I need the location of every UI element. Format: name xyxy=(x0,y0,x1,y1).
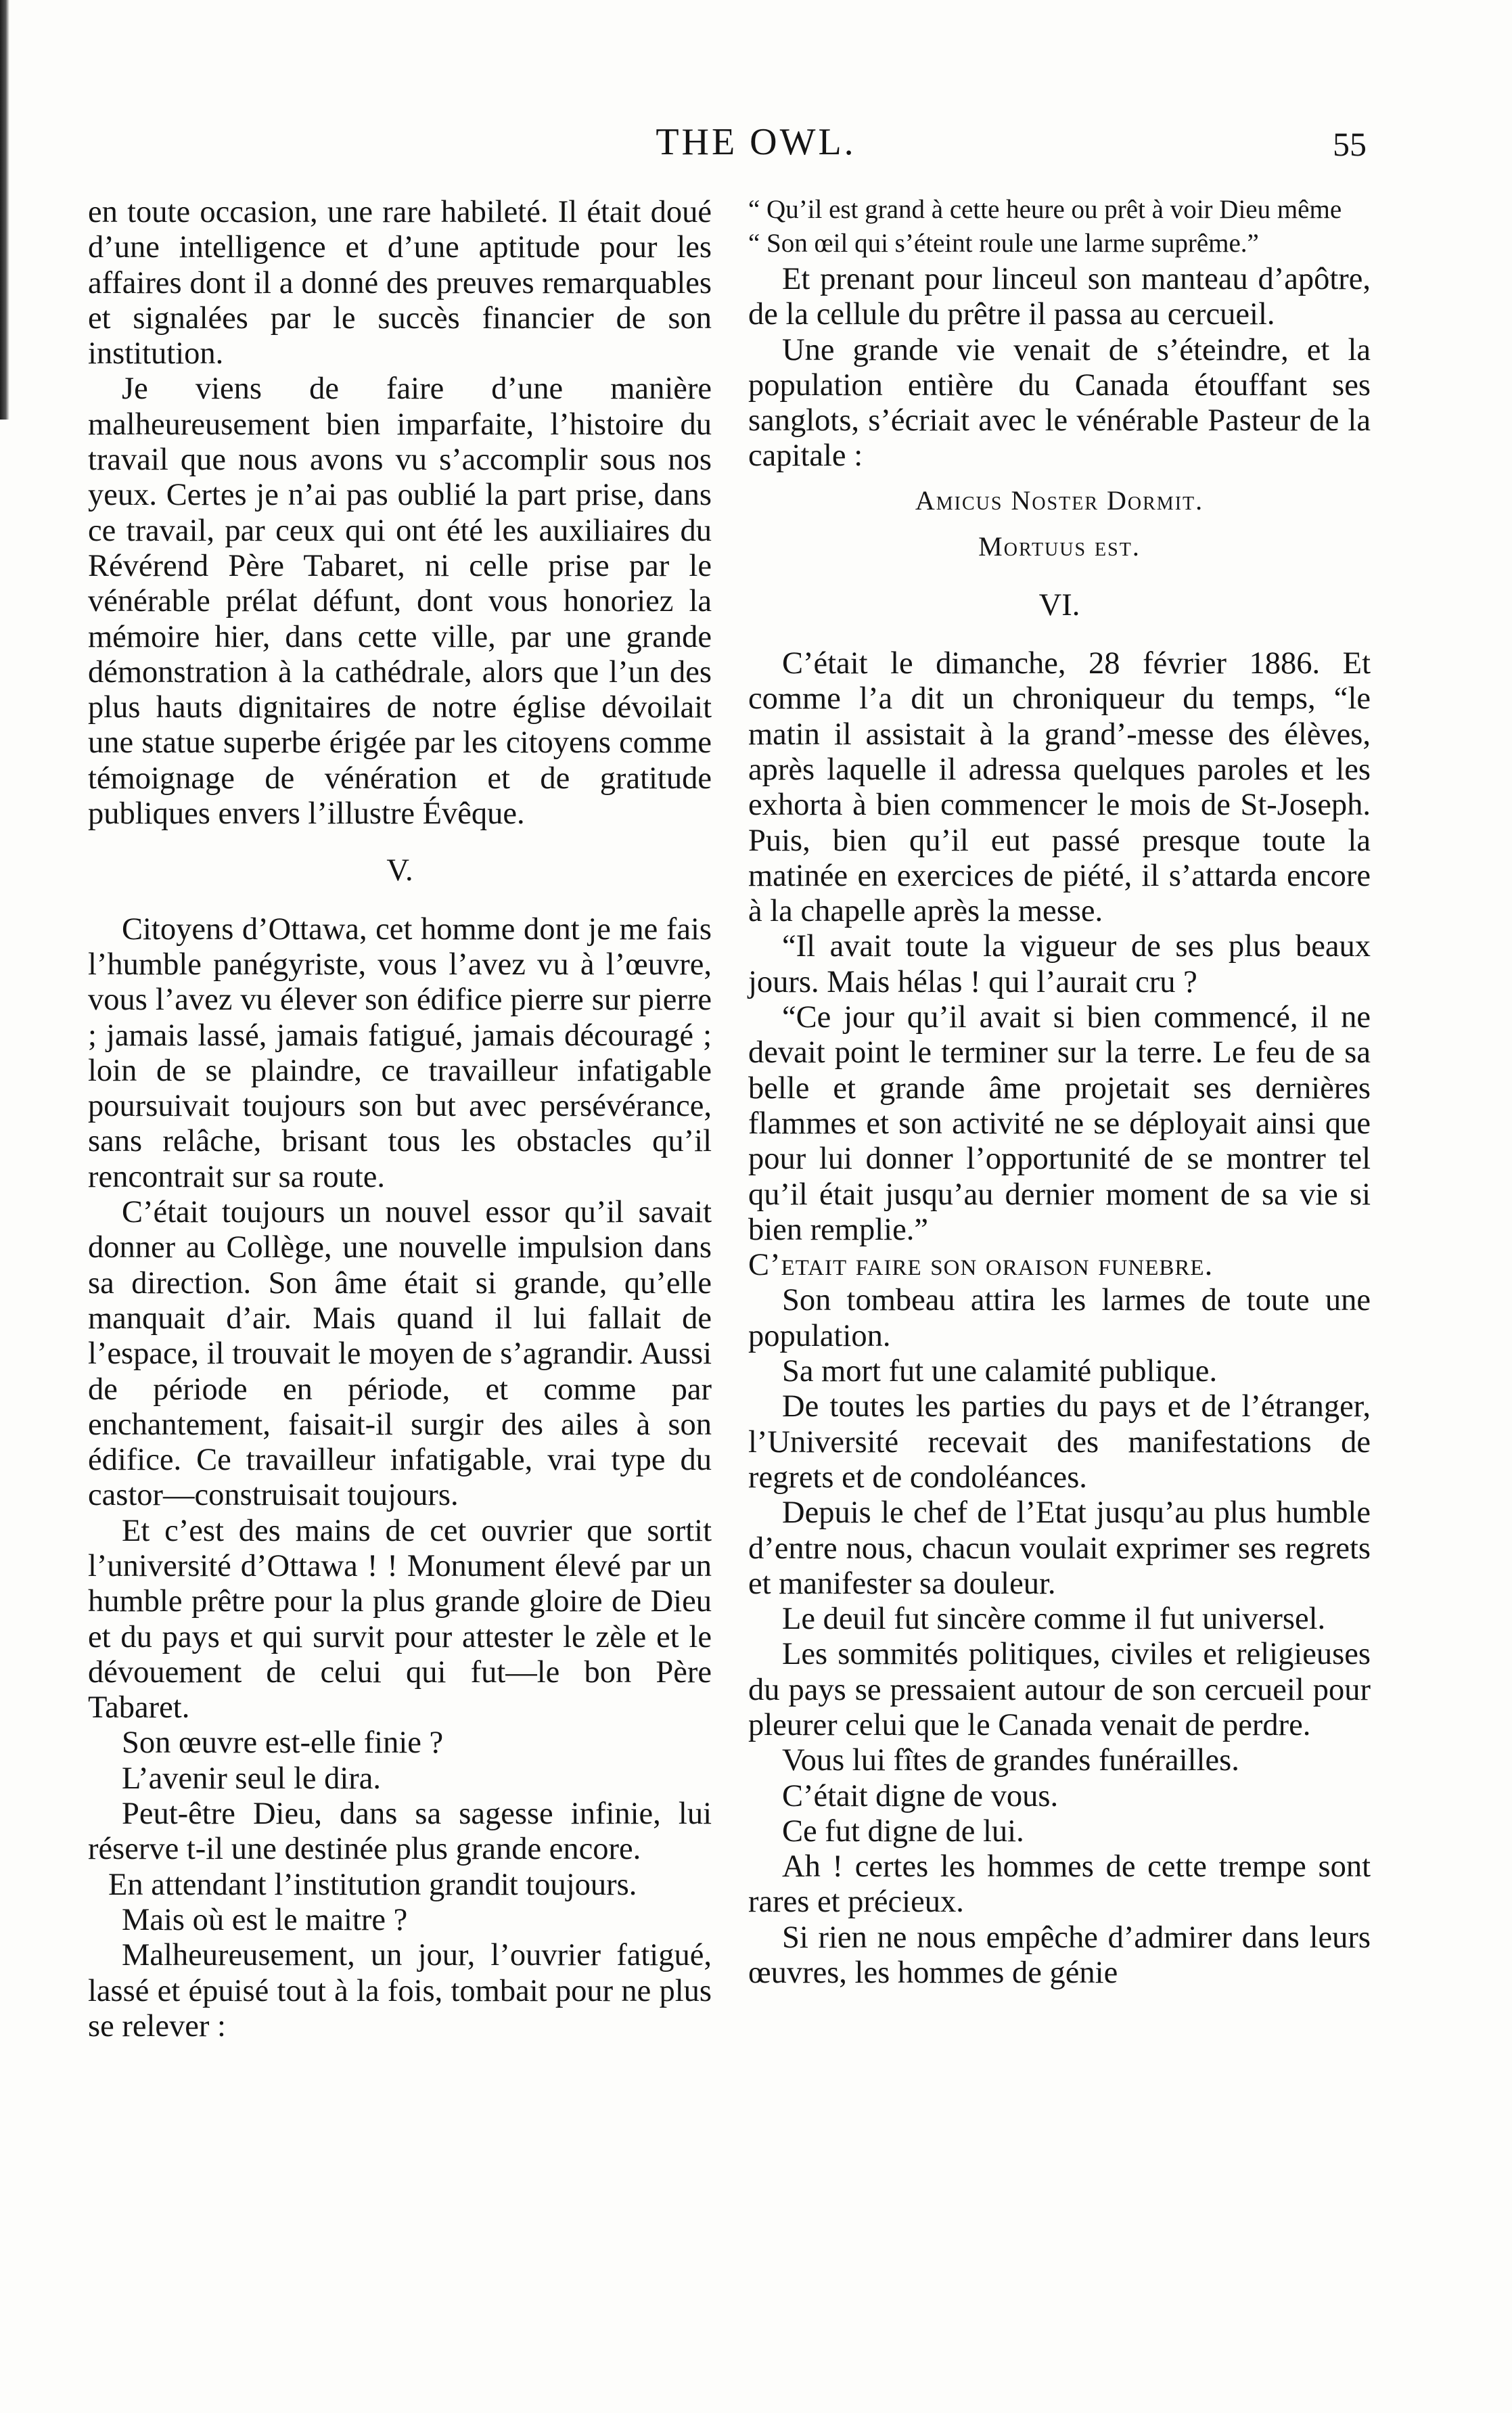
paragraph: Malheureusement, un jour, l’ouvrier fatigué, lassé et épuisé tout à la fois, tombait pour ne plus se relever : xyxy=(88,1938,712,2044)
paragraph: C’était toujours un nouvel essor qu’il savait donner au Collège, une nouvelle impulsion dans sa direction. Son âme était si grande, qu’elle manquait d’air. Mais quand il lui fallait de l’espace, il trouvait le moyen de s’agrandir. Aussi de période en période, et comme par enchantement, faisait-il surgir des ailes à son édifice. Ce travailleur infatigable, vrai type du castor—construisait toujours. xyxy=(88,1195,712,1513)
paragraph: Une grande vie venait de s’éteindre, et la population entière du Canada étouffant ses sanglots, s’écriait avec le vénérable Pasteur de la capitale : xyxy=(748,332,1371,474)
paragraph: Ah ! certes les hommes de cette trempe sont rares et précieux. xyxy=(748,1849,1371,1920)
paragraph: Citoyens d’Ottawa, cet homme dont je me fais l’humble panégyriste, vous l’avez vu à l’œuvre, vous l’avez vu élever son édifice pierre sur pierre ; jamais lassé, jamais fatigué, jamais découragé ; loin de se plaindre, ce travailleur infatigable poursuivait toujours son but avec persévérance, sans relâche, brisant tous les obstacles qu’il rencontrait sur sa route. xyxy=(88,911,712,1194)
page-number: 55 xyxy=(1333,125,1367,163)
verse-quote: “ Qu’il est grand à cette heure ou prêt à voir Dieu même xyxy=(748,195,1342,224)
right-column xyxy=(748,195,1371,1991)
page-binding-edge xyxy=(0,0,9,420)
paragraph: Et prenant pour linceul son manteau d’apôtre, de la cellule du prêtre il passa au cercueil. xyxy=(748,262,1371,332)
paragraph: De toutes les parties du pays et de l’étranger, l’Université recevait des manifestations de regrets et de condoléances. xyxy=(748,1389,1371,1495)
paragraph: Peut-être Dieu, dans sa sagesse infinie, lui réserve t-il une destinée plus grande encore. xyxy=(88,1797,712,1867)
paragraph: “Ce jour qu’il avait si bien commencé, il ne devait point le terminer sur la terre. Le feu de sa belle et grande âme projetait ses dernières flammes et son activité ne se déployait ainsi que pour lui donner l’opportunité de se montrer tel qu’il était jusqu’au dernier moment de sa vie si bien remplie.” xyxy=(748,1000,1371,1247)
verse-quote: “ Son œil qui s’éteint roule une larme suprême.” xyxy=(748,228,1259,258)
paragraph: Le deuil fut sincère comme il fut universel. xyxy=(782,1602,1326,1637)
running-title: THE OWL. xyxy=(656,121,856,163)
paragraph: Les sommités politiques, civiles et religieuses du pays se pressaient autour de son cercueil pour pleurer celui que le Canada venait de perdre. xyxy=(748,1637,1371,1742)
paragraph: Son tombeau attira les larmes de toute une population. xyxy=(748,1283,1371,1353)
section-heading-vi: VI. xyxy=(1038,587,1080,623)
paragraph: “Il avait toute la vigueur de ses plus beaux jours. Mais hélas ! qui l’aurait cru ? xyxy=(748,929,1371,999)
paragraph: en toute occasion, une rare habileté. Il était doué d’une intelligence et d’une aptitude pour les affaires dont il a donné des preuves remarquables et signalées par le succès financier de son institution. xyxy=(88,195,712,371)
paragraph: Depuis le chef de l’Etat jusqu’au plus humble d’entre nous, chacun voulait exprimer ses regrets et manifester sa douleur. xyxy=(748,1495,1371,1601)
paragraph: Sa mort fut une calamité publique. xyxy=(782,1354,1218,1389)
paragraph: Je viens de faire d’une manière malheureusement bien imparfaite, l’histoire du travail que nous avons vu s’accomplir sous nos yeux. Certes je n’ai pas oublié la part prise, dans ce travail, par ceux qui ont été les auxiliaires du Révérend Père Tabaret, ni celle prise par le vénérable prélat défunt, dont vous honoriez la mémoire hier, dans cette ville, par une grande démonstration à la cathédrale, alors que l’un des plus hauts dignitaires de notre église dévoilait une statue superbe érigée par les citoyens comme témoignage de vénération et de gratitude publiques envers l’illustre Évêque. xyxy=(88,371,712,832)
paragraph: Ce fut digne de lui. xyxy=(782,1813,1024,1849)
paragraph: Son œuvre est-elle finie ? xyxy=(122,1726,444,1761)
section-heading-v: V. xyxy=(386,853,413,888)
epitaph-line: Mortuus est. xyxy=(978,531,1141,562)
left-column xyxy=(88,195,712,2044)
paragraph: L’avenir seul le dira. xyxy=(122,1761,382,1796)
paragraph: Vous lui fîtes de grandes funérailles. xyxy=(782,1743,1239,1778)
paragraph: C’était digne de vous. xyxy=(782,1778,1059,1813)
paragraph: En attendant l’institution grandit toujours. xyxy=(108,1867,637,1902)
paragraph: C’était le dimanche, 28 février 1886. Et comme l’a dit un chroniqueur du temps, “le matin il assistait à la grand’-messe des élèves, après laquelle il adressa quelques paroles et les exhorta à bien commencer le mois de St-Joseph. Puis, bien qu’il eut passé presque toute la matinée en exercices de piété, il s’attarda encore à la chapelle après la messe. xyxy=(748,646,1371,929)
paragraph: Si rien ne nous empêche d’admirer dans leurs œuvres, les hommes de génie xyxy=(748,1920,1371,1991)
paragraph: Et c’est des mains de cet ouvrier que sortit l’université d’Ottawa ! ! Monument élevé par un humble prêtre pour la plus grande gloire de Dieu et du pays et qui survit pour attester le zèle et le dévouement de celui qui fut—le bon Père Tabaret. xyxy=(88,1513,712,1726)
epitaph-line: Amicus Noster Dormit. xyxy=(915,484,1204,516)
small-caps-line: C’etait faire son oraison funebre. xyxy=(748,1248,1214,1283)
paragraph: Mais où est le maitre ? xyxy=(122,1902,408,1937)
